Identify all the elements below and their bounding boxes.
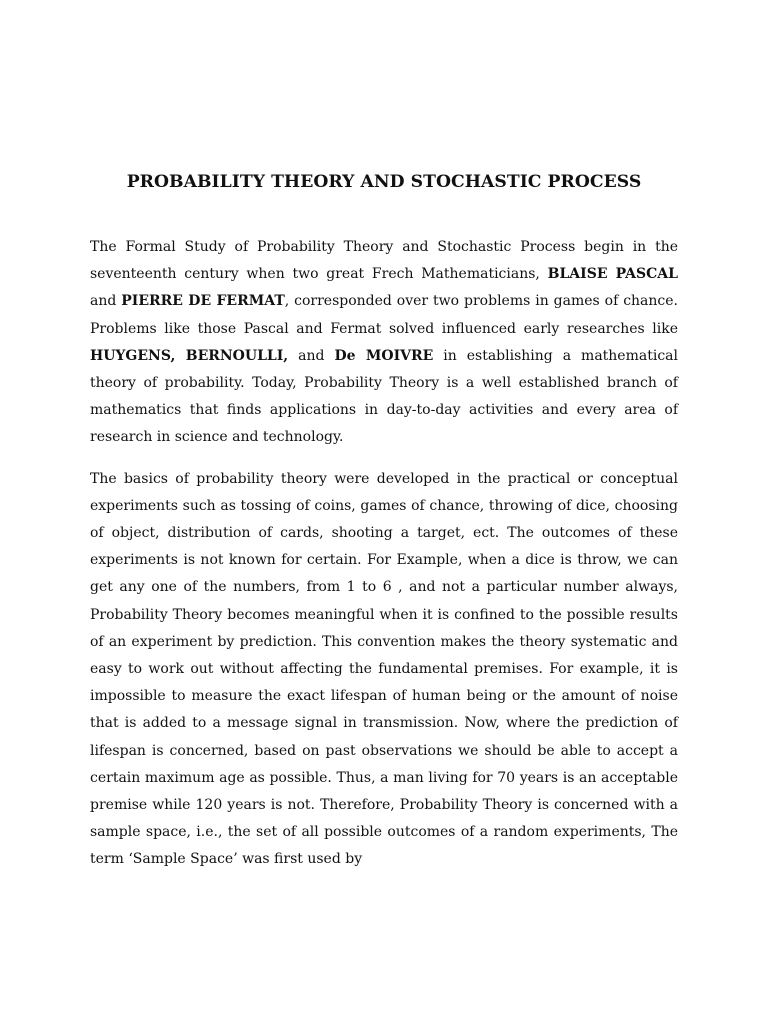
document-title: PROBABILITY THEORY AND STOCHASTIC PROCESS xyxy=(126,172,642,192)
document-page xyxy=(90,168,678,888)
bold-name-text: HUYGENS, BERNOULLI, xyxy=(90,347,289,364)
bold-name-text: BLAISE PASCAL xyxy=(547,266,678,283)
paragraph-text: and xyxy=(288,347,335,364)
paragraph-2 xyxy=(90,466,678,874)
paragraph-text: The Formal Study of Probability Theory and Stochastic Process begin in the seventeenth century when two great Frech Mathematicians, xyxy=(90,239,678,283)
paragraph-text: in establishing a mathematical theory of probability. Today, Probability Theory is a well established branch of mathematics that finds applications in day-to-day activities and every area of research in science and technology. xyxy=(90,347,678,446)
paragraph-text: , corresponded over two problems in games of chance. Problems like those Pascal and Fermat solved influenced early researches like xyxy=(90,293,678,337)
paragraph-1 xyxy=(90,234,678,452)
bold-name-text: PIERRE DE FERMAT xyxy=(121,293,285,310)
paragraph-text: The basics of probability theory were developed in the practical or conceptual experiments such as tossing of coins, games of chance, throwing of dice, choosing of object, distribution of cards, shooting a target, ect. The outcomes of these experiments is not known for certain. For Example, when a dice is throw, we can get any one of the numbers, from 1 to 6 , and not a particular number always, Probability Theory becomes meaningful when it is confined to the possible results of an experiment by prediction. This convention makes the theory systematic and easy to work out without affecting the fundamental premises. For example, it is impossible to measure the exact lifespan of human being or the amount of noise that is added to a message signal in transmission. Now, where the prediction of lifespan is concerned, based on past observations we should be able to accept a certain maximum age as possible. Thus, a man living for 70 years is an acceptable premise while 120 years is not. Therefore, Probability Theory is concerned with a sample space, i.e., the set of all possible outcomes of a random experiments, The term ‘Sample Space’ was first used by xyxy=(90,470,678,868)
paragraph-text: and xyxy=(90,293,122,310)
document-body xyxy=(90,234,678,874)
bold-name-text: De MOIVRE xyxy=(334,347,434,364)
